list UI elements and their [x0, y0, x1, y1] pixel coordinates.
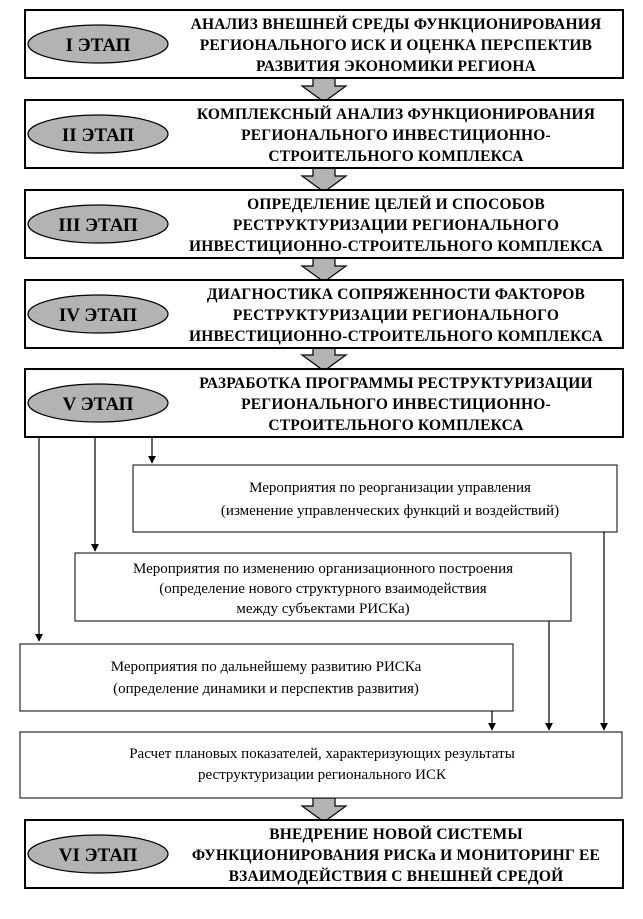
measure-frame — [20, 644, 513, 711]
measure-box-1 — [133, 465, 617, 532]
measure-box-2 — [75, 553, 571, 621]
stage-3 — [25, 190, 623, 258]
calculation-text-line: Расчет плановых показателей, характеризующих результаты — [129, 746, 515, 762]
stage-badge-label: II ЭТАП — [61, 125, 135, 146]
measure-frame — [133, 465, 617, 532]
measure-text-line: Мероприятия по дальнейшему развитию РИСКа — [110, 659, 422, 675]
stage-1 — [25, 10, 623, 78]
measure-text-line: (определение нового структурного взаимодействия — [159, 581, 487, 597]
stage-text-line: РАЗРАБОТКА ПРОГРАММЫ РЕСТРУКТУРИЗАЦИИ — [199, 375, 593, 392]
measure-text-line: Мероприятия по реорганизации управления — [249, 480, 531, 496]
stage-badge-label: IV ЭТАП — [58, 305, 138, 326]
calculation-box — [20, 732, 622, 798]
calculation-text-line: реструктуризации регионального ИСК — [198, 767, 446, 783]
stage-text-line: СТРОИТЕЛЬНОГО КОМПЛЕКСА — [268, 417, 524, 434]
calculation-frame — [20, 732, 622, 798]
stage-text-line: ВНЕДРЕНИЕ НОВОЙ СИСТЕМЫ — [269, 826, 523, 843]
stage-text-line: ВЗАИМОДЕЙСТВИЯ С ВНЕШНЕЙ СРЕДОЙ — [228, 868, 564, 885]
stage-text-line: АНАЛИЗ ВНЕШНЕЙ СРЕДЫ ФУНКЦИОНИРОВАНИЯ — [190, 16, 602, 33]
stage-text-line: ФУНКЦИОНИРОВАНИЯ РИСКа И МОНИТОРИНГ ЕЕ — [191, 847, 601, 864]
stage-text-line: КОМПЛЕКСНЫЙ АНАЛИЗ ФУНКЦИОНИРОВАНИЯ — [196, 106, 596, 123]
stage-text-line: РАЗВИТИЯ ЭКОНОМИКИ РЕГИОНА — [256, 58, 536, 75]
stage-text-line: ИНВЕСТИЦИОННО-СТРОИТЕЛЬНОГО КОМПЛЕКСА — [188, 238, 604, 255]
stage-2 — [25, 100, 623, 168]
measure-text-line: (изменение управленческих функций и воздействий) — [220, 503, 560, 519]
stage-badge-label: VI ЭТАП — [58, 845, 138, 866]
stage-text-line: РЕГИОНАЛЬНОГО ИНВЕСТИЦИОННО- — [241, 396, 551, 413]
stage-6 — [25, 820, 623, 888]
stage-text-line: ИНВЕСТИЦИОННО-СТРОИТЕЛЬНОГО КОМПЛЕКСА — [188, 328, 604, 345]
stage-text-line: РЕГИОНАЛЬНОГО ИСК И ОЦЕНКА ПЕРСПЕКТИВ — [199, 37, 593, 54]
measure-text-line: между субъектами РИСКа) — [236, 601, 410, 617]
stage-text-line: СТРОИТЕЛЬНОГО КОМПЛЕКСА — [268, 148, 524, 165]
measure-box-3 — [20, 644, 513, 711]
stage-badge-label: I ЭТАП — [65, 35, 131, 56]
stage-text-line: ОПРЕДЕЛЕНИЕ ЦЕЛЕЙ И СПОСОБОВ — [247, 196, 545, 213]
stage-text-line: РЕСТРУКТУРИЗАЦИИ РЕГИОНАЛЬНОГО — [232, 307, 560, 324]
measure-text-line: (определение динамики и перспектив развития) — [113, 681, 419, 697]
stage-text-line: РЕСТРУКТУРИЗАЦИИ РЕГИОНАЛЬНОГО — [232, 217, 560, 234]
stage-text-line: РЕГИОНАЛЬНОГО ИНВЕСТИЦИОННО- — [241, 127, 551, 144]
stage-4 — [25, 280, 623, 348]
stage-badge-label: III ЭТАП — [58, 215, 138, 236]
stage-badge-label: V ЭТАП — [62, 394, 134, 415]
measure-text-line: Мероприятия по изменению организационного построения — [132, 561, 514, 577]
stage-5 — [25, 369, 623, 437]
stage-text-line: ДИАГНОСТИКА СОПРЯЖЕННОСТИ ФАКТОРОВ — [206, 286, 586, 303]
